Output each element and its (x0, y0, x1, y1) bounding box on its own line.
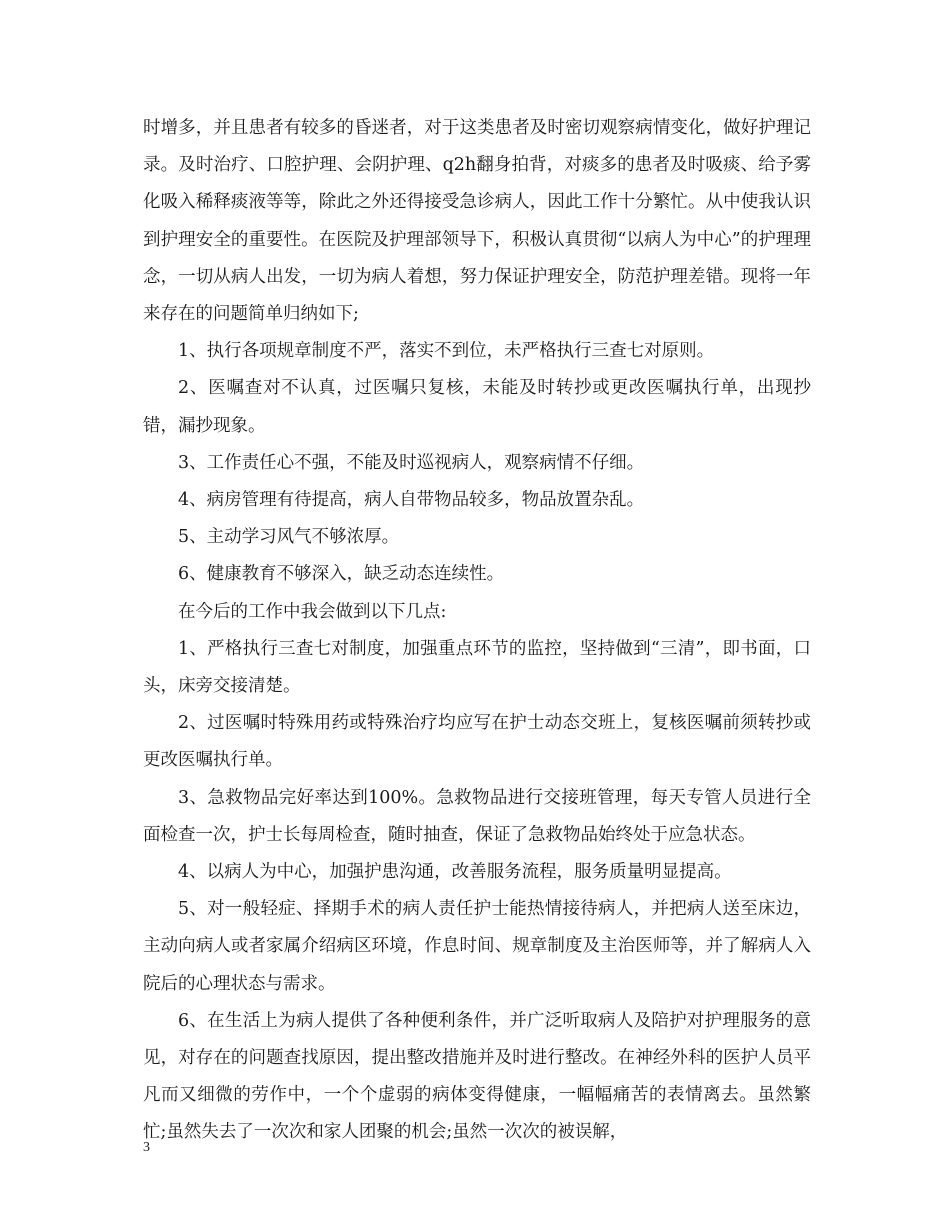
problem-item-5: 5、主动学习风气不够浓厚。 (178, 527, 400, 548)
problem-item-1: 1、执行各项规章制度不严，落实不到位，未严格执行三查七对原则。 (178, 341, 715, 362)
action-item-2: 2、过医嘱时特殊用药或特殊治疗均应写在护士动态交班上，复核医嘱前须转抄或更改医嘱执行单。 (143, 713, 811, 771)
page-number: 3 (143, 1140, 150, 1155)
problem-item-3: 3、工作责任心不强，不能及时巡视病人，观察病情不仔细。 (178, 452, 645, 473)
problem-item-4: 4、病房管理有待提高，病人自带物品较多，物品放置杂乱。 (178, 490, 645, 511)
section-intro: 在今后的工作中我会做到以下几点: (178, 601, 447, 622)
action-item-1: 1、严格执行三查七对制度，加强重点环节的监控，坚持做到“三清”，即书面，口头，床旁交接清楚。 (143, 638, 811, 697)
problem-item-2: 2、医嘱查对不认真，过医嘱只复核，未能及时转抄或更改医嘱执行单，出现抄错，漏抄现象。 (143, 378, 811, 436)
document-body (143, 110, 811, 1152)
problem-item-6: 6、健康教育不够深入，缺乏动态连续性。 (178, 564, 505, 585)
paragraph-continuation: 时增多，并且患者有较多的昏迷者，对于这类患者及时密切观察病情变化，做好护理记录。及时治疗、口腔护理、会阴护理、q2h翻身拍背，对痰多的患者及时吸痰、给予雾化吸入稀释痰液等等，除此之外还得接受急诊病人，因此工作十分繁忙。从中使我认识到护理安全的重要性。在医院及护理部领导下，积极认真贯彻“以病人为中心”的护理理念，一切从病人出发，一切为病人着想，努力保证护理安全，防范护理差错。现将一年来存在的问题简单归纳如下; (143, 118, 811, 325)
action-item-3: 3、急救物品完好率达到100%。急救物品进行交接班管理，每天专管人员进行全面检查一次，护士长每周检查，随时抽查，保证了急救物品始终处于应急状态。 (143, 787, 811, 845)
action-item-6: 6、在生活上为病人提供了各种便利条件，并广泛听取病人及陪护对护理服务的意见，对存在的问题查找原因，提出整改措施并及时进行整改。在神经外科的医护人员平凡而又细微的劳作中，一个个虚弱的病体变得健康，一幅幅痛苦的表情离去。虽然繁忙;虽然失去了一次次和家人团聚的机会;虽然一次次的被误解， (143, 1010, 811, 1143)
action-item-4: 4、以病人为中心，加强护患沟通，改善服务流程，服务质量明显提高。 (178, 862, 732, 883)
action-item-5: 5、对一般轻症、择期手术的病人责任护士能热情接待病人，并把病人送至床边，主动向病人或者家属介绍病区环境，作息时间、规章制度及主治医师等，并了解病人入院后的心理状态与需求。 (143, 899, 811, 994)
